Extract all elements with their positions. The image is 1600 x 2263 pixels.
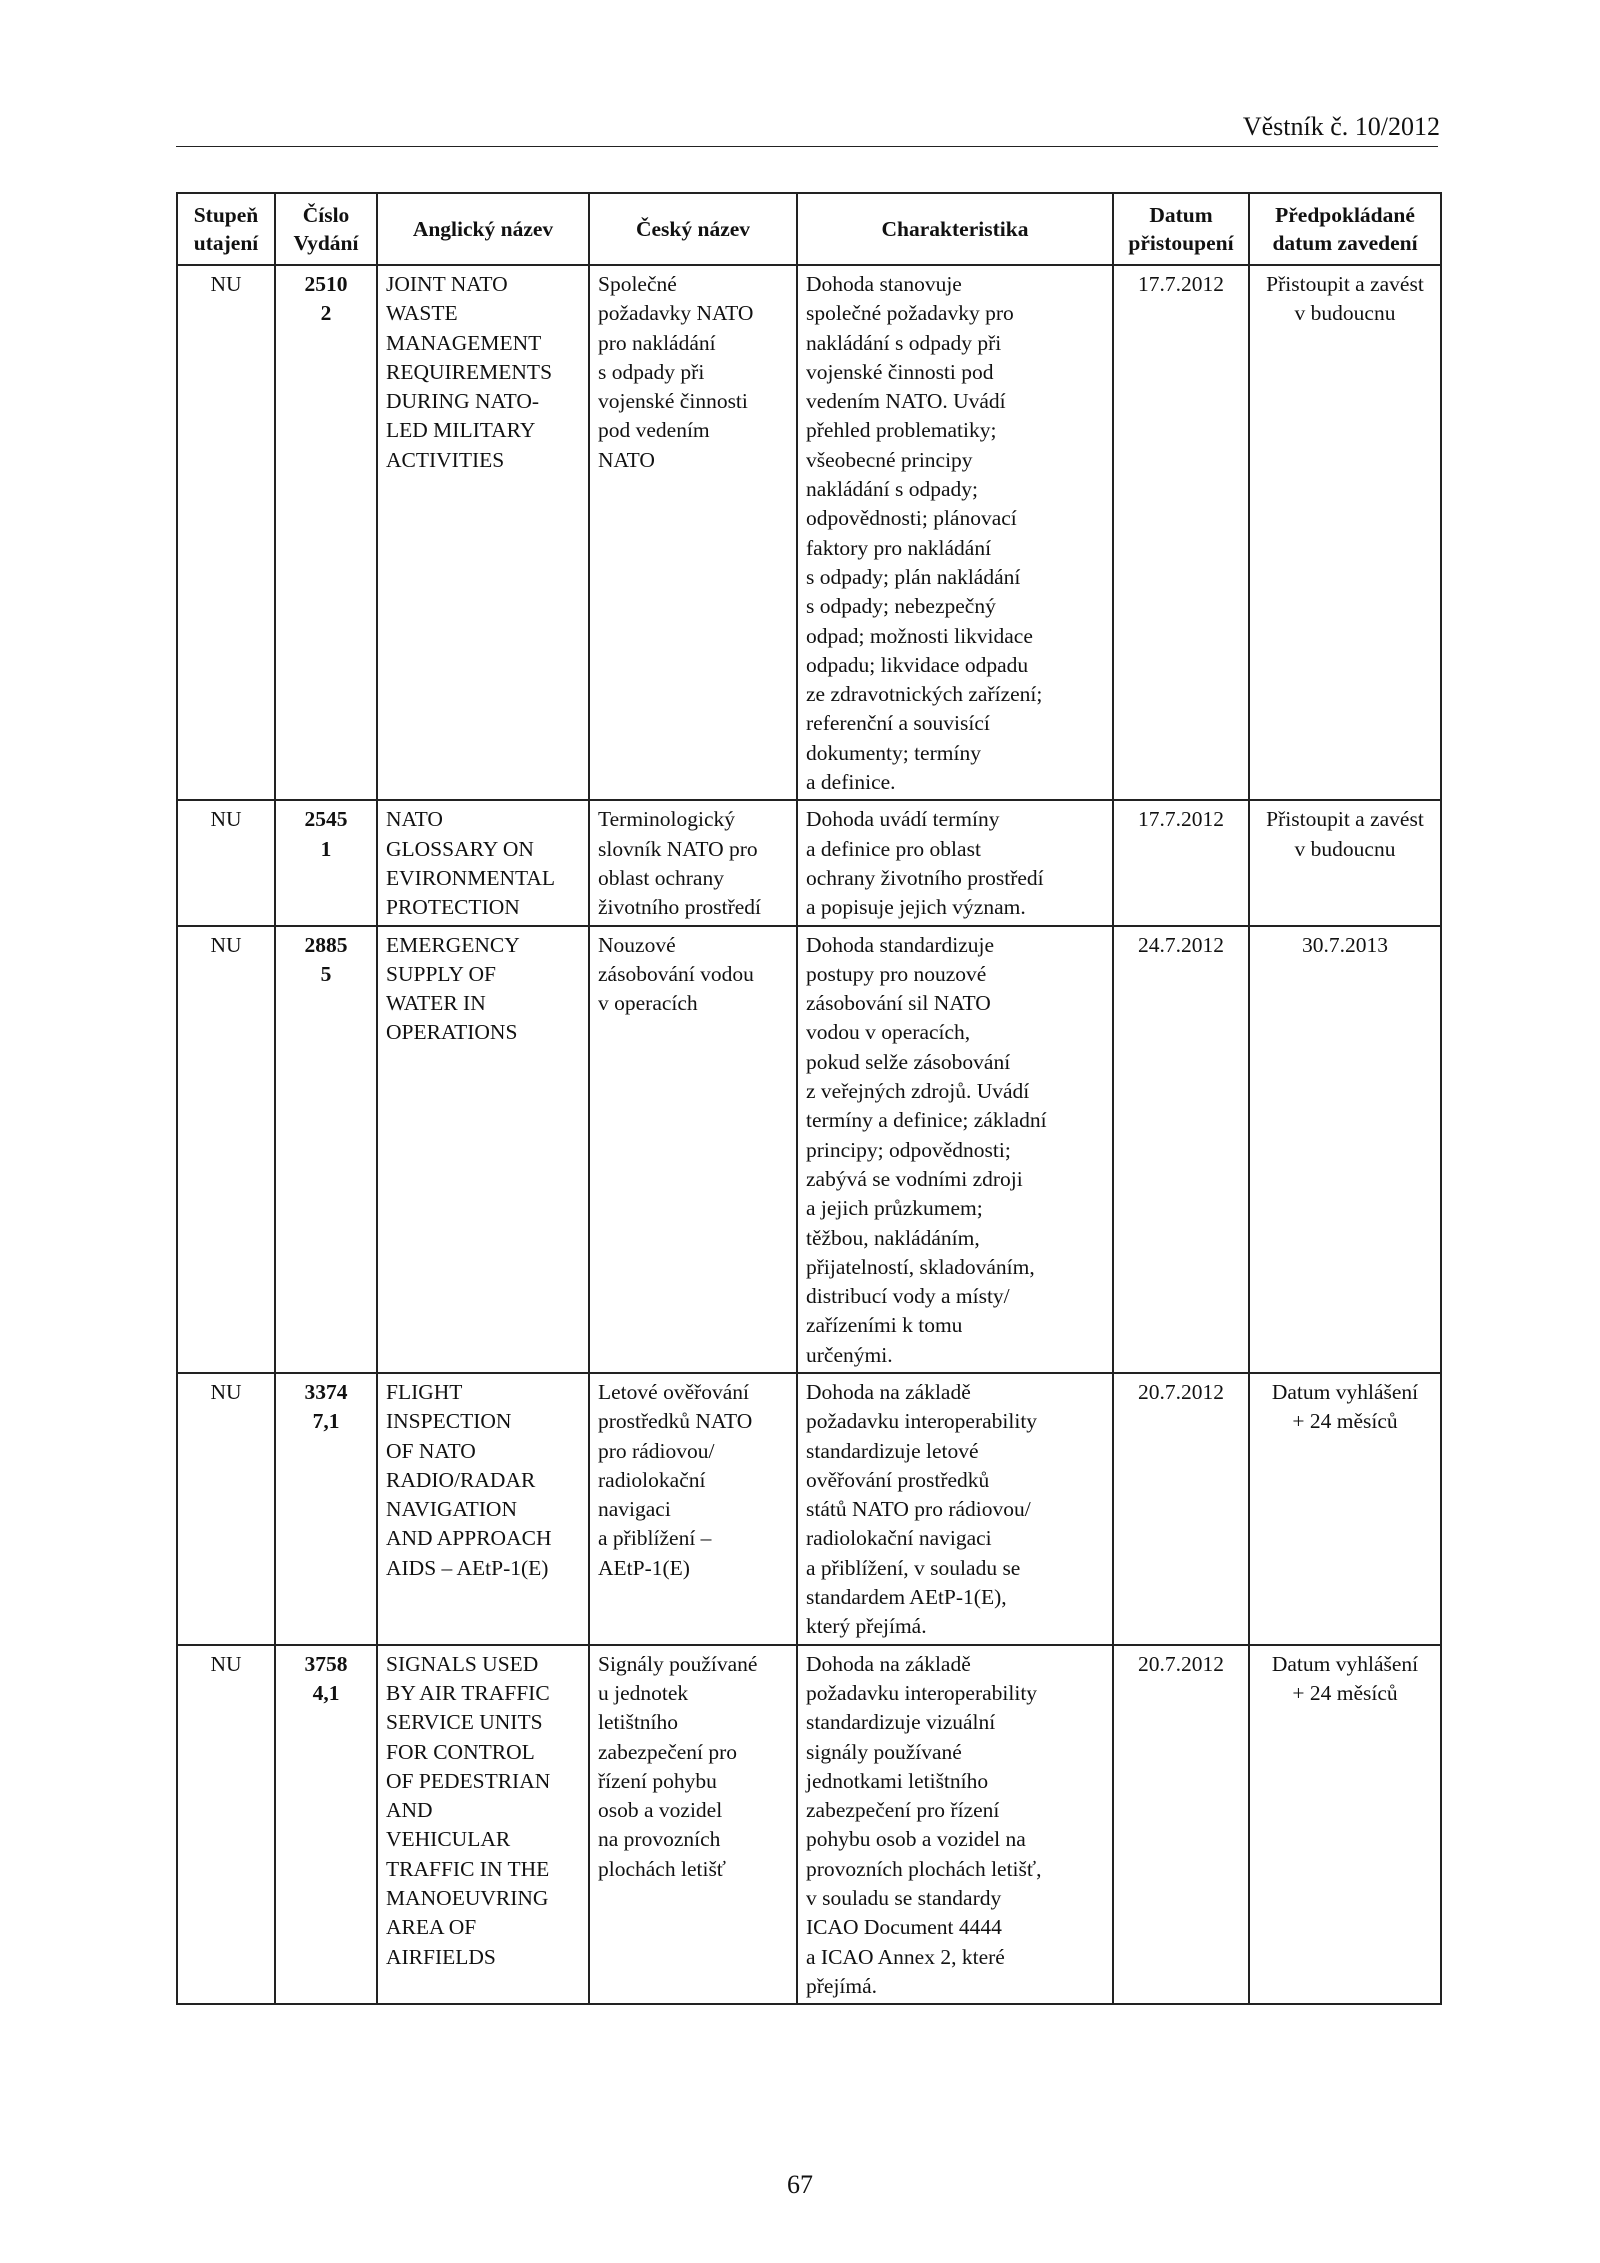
planned-date-cell: Přistoupit a zavést v budoucnu — [1249, 800, 1441, 925]
page-number: 67 — [787, 2170, 813, 2199]
english-name-cell: JOINT NATO WASTE MANAGEMENT REQUIREMENTS DURING NATO- LED MILITARY ACTIVITIES — [377, 265, 589, 800]
characteristics-cell: Dohoda na základě požadavku interoperability standardizuje letové ověřování prostředků států NATO pro rádiovou/ radiolokační navigaci a přiblížení, v souladu se standardem AEtP-1(E), který přejímá. — [797, 1373, 1113, 1645]
classification-cell: NU — [177, 800, 275, 925]
planned-date-cell: Přistoupit a zavést v budoucnu — [1249, 265, 1441, 800]
classification-cell: NU — [177, 1373, 275, 1645]
table-row — [177, 265, 1441, 800]
stanag-table — [176, 192, 1442, 2005]
czech-name-cell: Terminologický slovník NATO pro oblast ochrany životního prostředí — [589, 800, 797, 925]
characteristics-cell: Dohoda stanovuje společné požadavky pro nakládání s odpady při vojenské činnosti pod vedením NATO. Uvádí přehled problematiky; všeobecné principy nakládání s odpady; odpovědnosti; plánovací faktory pro nakládání s odpady; plán nakládání s odpady; nebezpečný odpad; možnosti likvidace odpadu; likvidace odpadu ze zdravotnických zařízení; referenční a souvisící dokumenty; termíny a definice. — [797, 265, 1113, 800]
column-header-czech-name: Český název — [589, 193, 797, 265]
planned-date-cell: Datum vyhlášení + 24 měsíců — [1249, 1645, 1441, 2005]
characteristics-cell: Dohoda standardizuje postupy pro nouzové zásobování sil NATO vodou v operacích, pokud selže zásobování z veřejných zdrojů. Uvádí termíny a definice; základní principy; odpovědnosti; zabývá se vodními zdroji a jejich průzkumem; těžbou, nakládáním, přijatelností, skladováním, distribucí vody a místy/ zařízeními k tomu určenými. — [797, 926, 1113, 1373]
accession-date-cell: 17.7.2012 — [1113, 265, 1249, 800]
stanag-number-cell: 2885 5 — [275, 926, 377, 1373]
english-name-cell: NATO GLOSSARY ON EVIRONMENTAL PROTECTION — [377, 800, 589, 925]
column-header-characteristics: Charakteristika — [797, 193, 1113, 265]
column-header-classification: Stupeň utajení — [177, 193, 275, 265]
accession-date-cell: 20.7.2012 — [1113, 1645, 1249, 2005]
column-header-english-name: Anglický název — [377, 193, 589, 265]
document-header-title: Věstník č. 10/2012 — [1242, 112, 1440, 141]
planned-date-cell: 30.7.2013 — [1249, 926, 1441, 1373]
table-row — [177, 1645, 1441, 2005]
accession-date-cell: 24.7.2012 — [1113, 926, 1249, 1373]
classification-cell: NU — [177, 265, 275, 800]
characteristics-cell: Dohoda na základě požadavku interoperability standardizuje vizuální signály používané jednotkami letištního zabezpečení pro řízení pohybu osob a vozidel na provozních plochách letišť, v souladu se standardy ICAO Document 4444 a ICAO Annex 2, které přejímá. — [797, 1645, 1113, 2005]
stanag-number-cell: 3374 7,1 — [275, 1373, 377, 1645]
table-header-row — [177, 193, 1441, 265]
czech-name-cell: Nouzové zásobování vodou v operacích — [589, 926, 797, 1373]
characteristics-cell: Dohoda uvádí termíny a definice pro oblast ochrany životního prostředí a popisuje jejich význam. — [797, 800, 1113, 925]
table-row — [177, 1373, 1441, 1645]
czech-name-cell: Společné požadavky NATO pro nakládání s odpady při vojenské činnosti pod vedením NATO — [589, 265, 797, 800]
table-row — [177, 926, 1441, 1373]
column-header-number: Číslo Vydání — [275, 193, 377, 265]
stanag-number-cell: 2510 2 — [275, 265, 377, 800]
english-name-cell: EMERGENCY SUPPLY OF WATER IN OPERATIONS — [377, 926, 589, 1373]
planned-date-cell: Datum vyhlášení + 24 měsíců — [1249, 1373, 1441, 1645]
english-name-cell: FLIGHT INSPECTION OF NATO RADIO/RADAR NAVIGATION AND APPROACH AIDS – AEtP-1(E) — [377, 1373, 589, 1645]
english-name-cell: SIGNALS USED BY AIR TRAFFIC SERVICE UNITS FOR CONTROL OF PEDESTRIAN AND VEHICULAR TRAFFIC IN THE MANOEUVRING AREA OF AIRFIELDS — [377, 1645, 589, 2005]
czech-name-cell: Signály používané u jednotek letištního zabezpečení pro řízení pohybu osob a vozidel na provozních plochách letišť — [589, 1645, 797, 2005]
classification-cell: NU — [177, 926, 275, 1373]
stanag-number-cell: 2545 1 — [275, 800, 377, 925]
classification-cell: NU — [177, 1645, 275, 2005]
accession-date-cell: 17.7.2012 — [1113, 800, 1249, 925]
stanag-number-cell: 3758 4,1 — [275, 1645, 377, 2005]
header-divider — [176, 146, 1438, 147]
accession-date-cell: 20.7.2012 — [1113, 1373, 1249, 1645]
czech-name-cell: Letové ověřování prostředků NATO pro rádiovou/ radiolokační navigaci a přiblížení – AEtP-1(E) — [589, 1373, 797, 1645]
column-header-planned-date: Předpokládané datum zavedení — [1249, 193, 1441, 265]
column-header-accession-date: Datum přistoupení — [1113, 193, 1249, 265]
table-row — [177, 800, 1441, 925]
